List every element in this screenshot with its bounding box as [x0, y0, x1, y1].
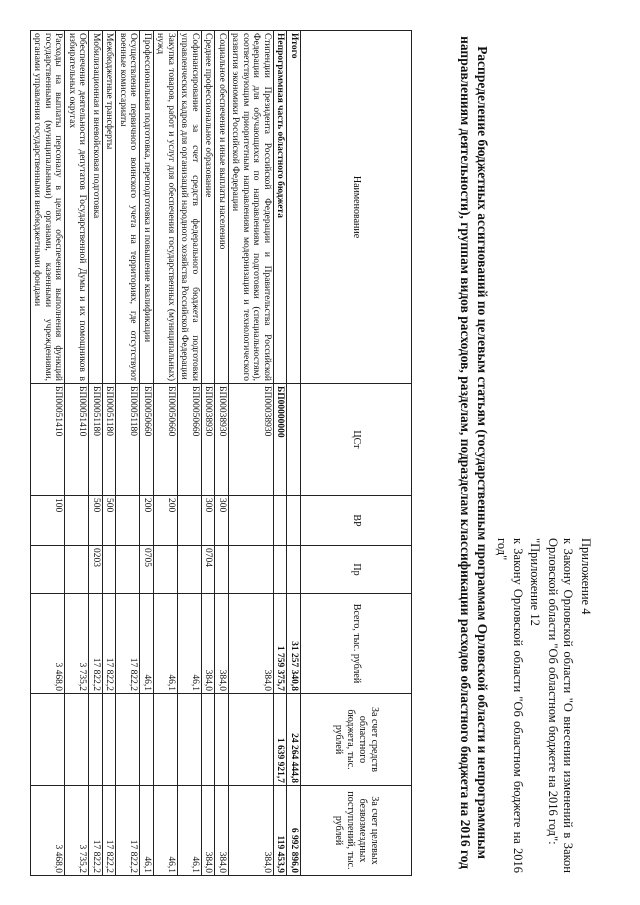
cell-regional	[140, 694, 154, 786]
cell-regional	[103, 694, 117, 786]
cell-targeted: 6 992 896,0	[287, 786, 301, 876]
appendix-inner-number: "Приложение 12	[528, 538, 543, 626]
cell-regional	[65, 694, 89, 786]
table-row	[89, 31, 103, 876]
cell-vr: 100	[31, 496, 66, 546]
cell-vr	[287, 496, 301, 546]
cell-targeted: 46,1	[154, 786, 178, 876]
cell-regional	[154, 694, 178, 786]
table-row	[215, 31, 229, 876]
cell-cst: БП00038930	[229, 384, 274, 496]
cell-vr: 500	[89, 496, 103, 546]
cell-cst: БП00038930	[202, 384, 216, 496]
cell-total: 17 822,2	[116, 594, 140, 694]
cell-name: Итого	[287, 31, 301, 384]
cell-name: Обеспечение деятельности депутатов Государственной Думы и их помощников в избирательных округах	[65, 31, 89, 384]
cell-pr	[103, 546, 117, 594]
cell-name: Профессиональная подготовка, переподготовка и повышение квалификации	[140, 31, 154, 384]
cell-pr	[31, 546, 66, 594]
cell-cst: БП00051180	[89, 384, 103, 496]
header-targeted: За счет целевых безвозмездных поступлений, тыс. рублей	[301, 786, 412, 876]
cell-vr: 500	[103, 496, 117, 546]
cell-pr: 0704	[202, 546, 216, 594]
cell-pr	[229, 546, 274, 594]
table-row	[31, 31, 66, 876]
cell-regional	[116, 694, 140, 786]
cell-regional	[178, 694, 202, 786]
cell-total: 17 822,2	[89, 594, 103, 694]
cell-pr	[154, 546, 178, 594]
cell-targeted: 384,0	[229, 786, 274, 876]
cell-vr: 200	[140, 496, 154, 546]
cell-name: Непрограммная часть областного бюджета	[274, 31, 288, 384]
cell-name: Стипендии Президента Российской Федерации и Правительства Российской Федерации для обучающихся по направлениям подготовки (специальностям), соответствующим приоритетным направлениям модернизации и технологического развития экономики Российской Федерации	[229, 31, 274, 384]
cell-pr: 0705	[140, 546, 154, 594]
cell-total: 17 822,2	[103, 594, 117, 694]
cell-name: Софинансирование за счет средств федерального бюджета подготовки управленческих кадров для организаций народного хозяйства Российской Федерации	[178, 31, 202, 384]
header-vr: ВР	[301, 496, 412, 546]
table-row	[154, 31, 178, 876]
appendix-number: Приложение 4	[579, 538, 593, 615]
cell-vr	[229, 496, 274, 546]
cell-regional: 24 264 444,8	[287, 694, 301, 786]
appendix-block	[492, 538, 593, 873]
cell-total: 46,1	[154, 594, 178, 694]
cell-vr	[116, 496, 140, 546]
cell-vr	[178, 496, 202, 546]
cell-name: Мобилизационная и вневойсковая подготовка	[89, 31, 103, 384]
table-row	[140, 31, 154, 876]
cell-vr: 300	[202, 496, 216, 546]
table-row	[274, 31, 288, 876]
table-row	[116, 31, 140, 876]
cell-targeted: 119 453,9	[274, 786, 288, 876]
appendix-inner-law-reference: к Закону Орловской области "Об областном бюджете на 2016 год"	[495, 538, 525, 873]
cell-cst: БП00050660	[178, 384, 202, 496]
header-cst: ЦСт	[301, 384, 412, 496]
cell-cst: БП00050660	[140, 384, 154, 496]
table-row	[103, 31, 117, 876]
cell-total: 384,0	[229, 594, 274, 694]
cell-targeted: 46,1	[178, 786, 202, 876]
cell-regional	[215, 694, 229, 786]
table-row	[202, 31, 216, 876]
cell-total: 46,1	[178, 594, 202, 694]
cell-targeted: 3 468,0	[31, 786, 66, 876]
cell-total: 1 759 375,7	[274, 594, 288, 694]
cell-targeted: 46,1	[140, 786, 154, 876]
cell-total: 46,1	[140, 594, 154, 694]
cell-regional	[202, 694, 216, 786]
cell-targeted: 17 822,2	[116, 786, 140, 876]
appendix-law-reference: к Закону Орловской области "О внесении изменений в Закон Орловской области "Об областном бюджете на 2016 год":	[546, 538, 576, 873]
cell-name: Социальное обеспечение и иные выплаты населению	[215, 31, 229, 384]
cell-vr: 300	[215, 496, 229, 546]
cell-pr	[215, 546, 229, 594]
cell-name: Осуществление первичного воинского учета на территориях, где отсутствуют военные комиссариаты	[116, 31, 140, 384]
cell-total: 3 468,0	[31, 594, 66, 694]
table-row	[178, 31, 202, 876]
cell-pr	[178, 546, 202, 594]
cell-cst: БП00051410	[31, 384, 66, 496]
cell-targeted: 384,0	[215, 786, 229, 876]
header-name: Наименование	[301, 31, 412, 384]
cell-cst: БП00038930	[215, 384, 229, 496]
cell-regional	[89, 694, 103, 786]
cell-vr: 200	[154, 496, 178, 546]
document-title: Распределение бюджетных ассигнований по целевым статьям (государственным программам Орловской области и непрограммным направлениям деятельности), группам видов расходов, разделам, подразделам классификации расходов областного бюджета на 2016 год	[458, 36, 490, 869]
cell-name: Среднее профессиональное образование	[202, 31, 216, 384]
cell-name: Закупка товаров, работ и услуг для обеспечения государственных (муниципальных) нужд	[154, 31, 178, 384]
table-row	[287, 31, 301, 876]
cell-vr	[274, 496, 288, 546]
table-row	[229, 31, 274, 876]
cell-targeted: 17 822,2	[103, 786, 117, 876]
header-regional: За счет средств областного бюджета, тыс. рублей	[301, 694, 412, 786]
cell-targeted: 3 735,2	[65, 786, 89, 876]
cell-name: Межбюджетные трансферты	[103, 31, 117, 384]
cell-targeted: 17 822,2	[89, 786, 103, 876]
cell-cst: БП00051410	[65, 384, 89, 496]
cell-pr: 0203	[89, 546, 103, 594]
cell-total: 384,0	[215, 594, 229, 694]
budget-table	[30, 30, 412, 876]
cell-regional	[31, 694, 66, 786]
header-total: Всего, тыс. рублей	[301, 594, 412, 694]
cell-regional	[229, 694, 274, 786]
cell-total: 31 257 340,8	[287, 594, 301, 694]
cell-cst	[287, 384, 301, 496]
cell-cst: БП00000000	[274, 384, 288, 496]
cell-total: 3 735,2	[65, 594, 89, 694]
cell-cst: БП00050660	[154, 384, 178, 496]
cell-regional: 1 639 921,7	[274, 694, 288, 786]
cell-name: Расходы на выплаты персоналу в целях обеспечения выполнения функций государственными (муниципальными) органами, казенными учреждениями, органами управления государственными внебюджетными фондами	[31, 31, 66, 384]
cell-pr	[287, 546, 301, 594]
cell-pr	[274, 546, 288, 594]
cell-pr	[116, 546, 140, 594]
cell-vr	[65, 496, 89, 546]
cell-targeted: 384,0	[202, 786, 216, 876]
header-pr: Пр	[301, 546, 412, 594]
cell-cst: БП00051180	[103, 384, 117, 496]
table-header-row	[301, 31, 412, 876]
cell-cst: БП00051180	[116, 384, 140, 496]
cell-total: 384,0	[202, 594, 216, 694]
table-row	[65, 31, 89, 876]
cell-pr	[65, 546, 89, 594]
